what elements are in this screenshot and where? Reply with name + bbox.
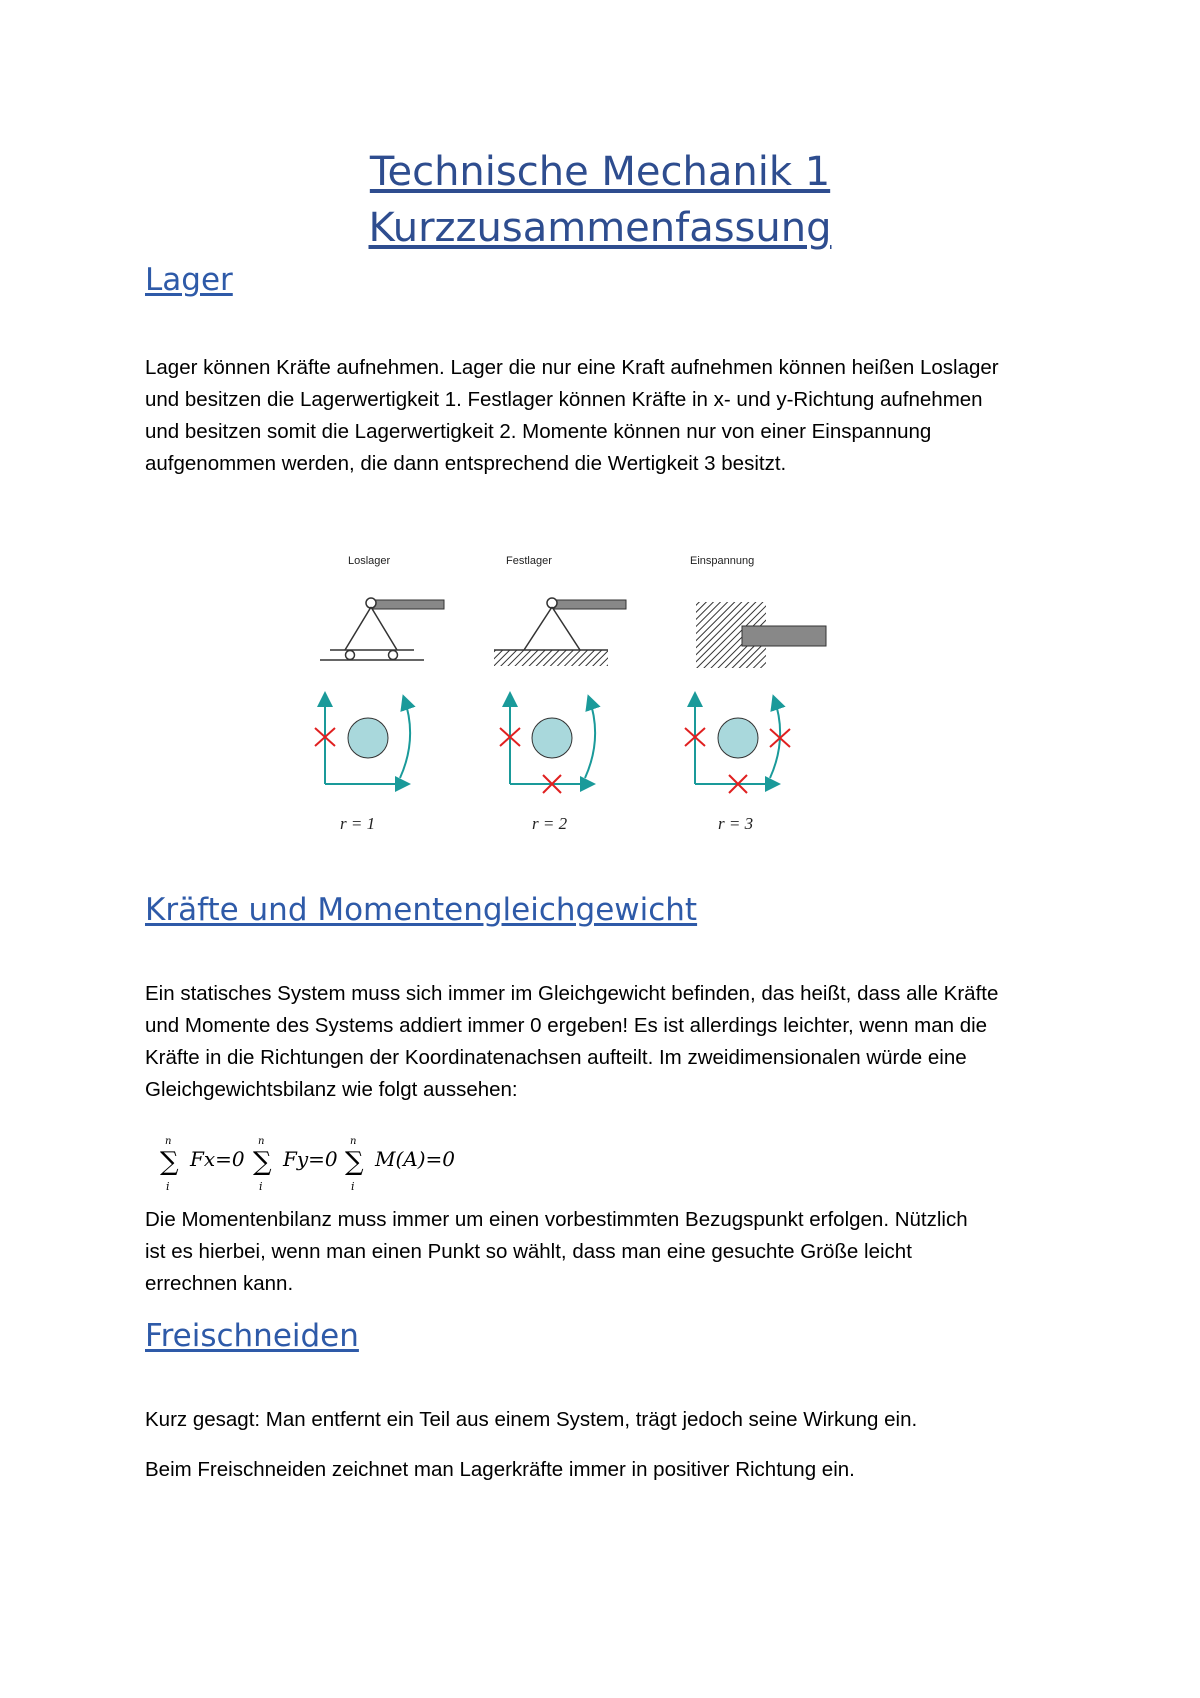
- sum-lower: i: [259, 1180, 263, 1192]
- sum-upper: n: [258, 1136, 265, 1147]
- label-r3: r = 3: [718, 814, 754, 833]
- paragraph-kraefte: [145, 978, 1075, 1106]
- sum-lower: i: [351, 1180, 355, 1192]
- heading-kraefte: Kräfte und Momentengleichgewicht: [145, 892, 698, 928]
- text-line: und besitzen die Lagerwertigkeit 1. Festlager können Kräfte in x- und y-Richtung aufnehmen: [145, 388, 983, 411]
- text-line: Die Momentenbilanz muss immer um einen vorbestimmten Bezugspunkt erfolgen. Nützlich: [145, 1208, 968, 1231]
- document-title: [0, 144, 1200, 256]
- bearing-figure: [300, 548, 840, 848]
- text-line: und besitzen somit die Lagerwertigkeit 2. Momente können nur von einer Einspannung: [145, 420, 932, 443]
- title-line-2: Kurzzusammenfassung: [368, 205, 832, 251]
- text-line: errechnen kann.: [145, 1272, 294, 1295]
- term-moment: M(A)=0: [375, 1147, 456, 1171]
- paragraph-freischneiden-2: Beim Freischneiden zeichnet man Lagerkräfte immer in positiver Richtung ein.: [145, 1458, 855, 1481]
- label-r2: r = 2: [532, 814, 568, 833]
- paragraph-momentenbilanz: [145, 1204, 1075, 1300]
- label-einspannung: Einspannung: [690, 555, 755, 567]
- text-line: Kräfte in die Richtungen der Koordinatenachsen aufteilt. Im zweidimensionalen würde eine: [145, 1046, 967, 1069]
- diagram-r3: [685, 695, 790, 793]
- sum-lower: i: [166, 1180, 170, 1192]
- sum-symbol: ∑: [345, 1147, 364, 1177]
- text-line: Ein statisches System muss sich immer im Gleichgewicht befinden, das heißt, dass alle Kräfte: [145, 982, 999, 1005]
- text-line: Gleichgewichtsbilanz wie folgt aussehen:: [145, 1078, 518, 1101]
- label-festlager: Festlager: [506, 555, 552, 567]
- paragraph-lager: [145, 352, 1075, 480]
- loslager-symbol: [320, 598, 444, 660]
- sum-symbol: ∑: [253, 1147, 272, 1177]
- text-line: und Momente des Systems addiert immer 0 ergeben! Es ist allerdings leichter, wenn man die: [145, 1014, 988, 1037]
- text-line: aufgenommen werden, die dann entsprechend die Wertigkeit 3 besitzt.: [145, 452, 787, 475]
- equilibrium-equation: [160, 1130, 500, 1192]
- title-line-1: Technische Mechanik 1: [369, 149, 831, 195]
- sum-symbol: ∑: [160, 1147, 179, 1177]
- diagram-r2: [500, 695, 595, 793]
- festlager-symbol: [494, 598, 626, 666]
- text-line: ist es hierbei, wenn man einen Punkt so wählt, dass man eine gesuchte Größe leicht: [145, 1240, 912, 1263]
- sum-upper: n: [165, 1136, 172, 1147]
- term-fx: Fx=0: [190, 1147, 245, 1171]
- sum-upper: n: [350, 1136, 357, 1147]
- einspannung-symbol: [696, 602, 826, 668]
- heading-lager: Lager: [145, 262, 233, 298]
- paragraph-freischneiden-1: Kurz gesagt: Man entfernt ein Teil aus einem System, trägt jedoch seine Wirkung ein.: [145, 1408, 918, 1431]
- label-r1: r = 1: [340, 814, 376, 833]
- diagram-r1: [315, 695, 410, 784]
- heading-freischneiden: Freischneiden: [145, 1318, 359, 1354]
- text-line: Lager können Kräfte aufnehmen. Lager die nur eine Kraft aufnehmen können heißen Loslager: [145, 356, 999, 379]
- label-loslager: Loslager: [348, 555, 391, 567]
- term-fy: Fy=0: [283, 1147, 338, 1171]
